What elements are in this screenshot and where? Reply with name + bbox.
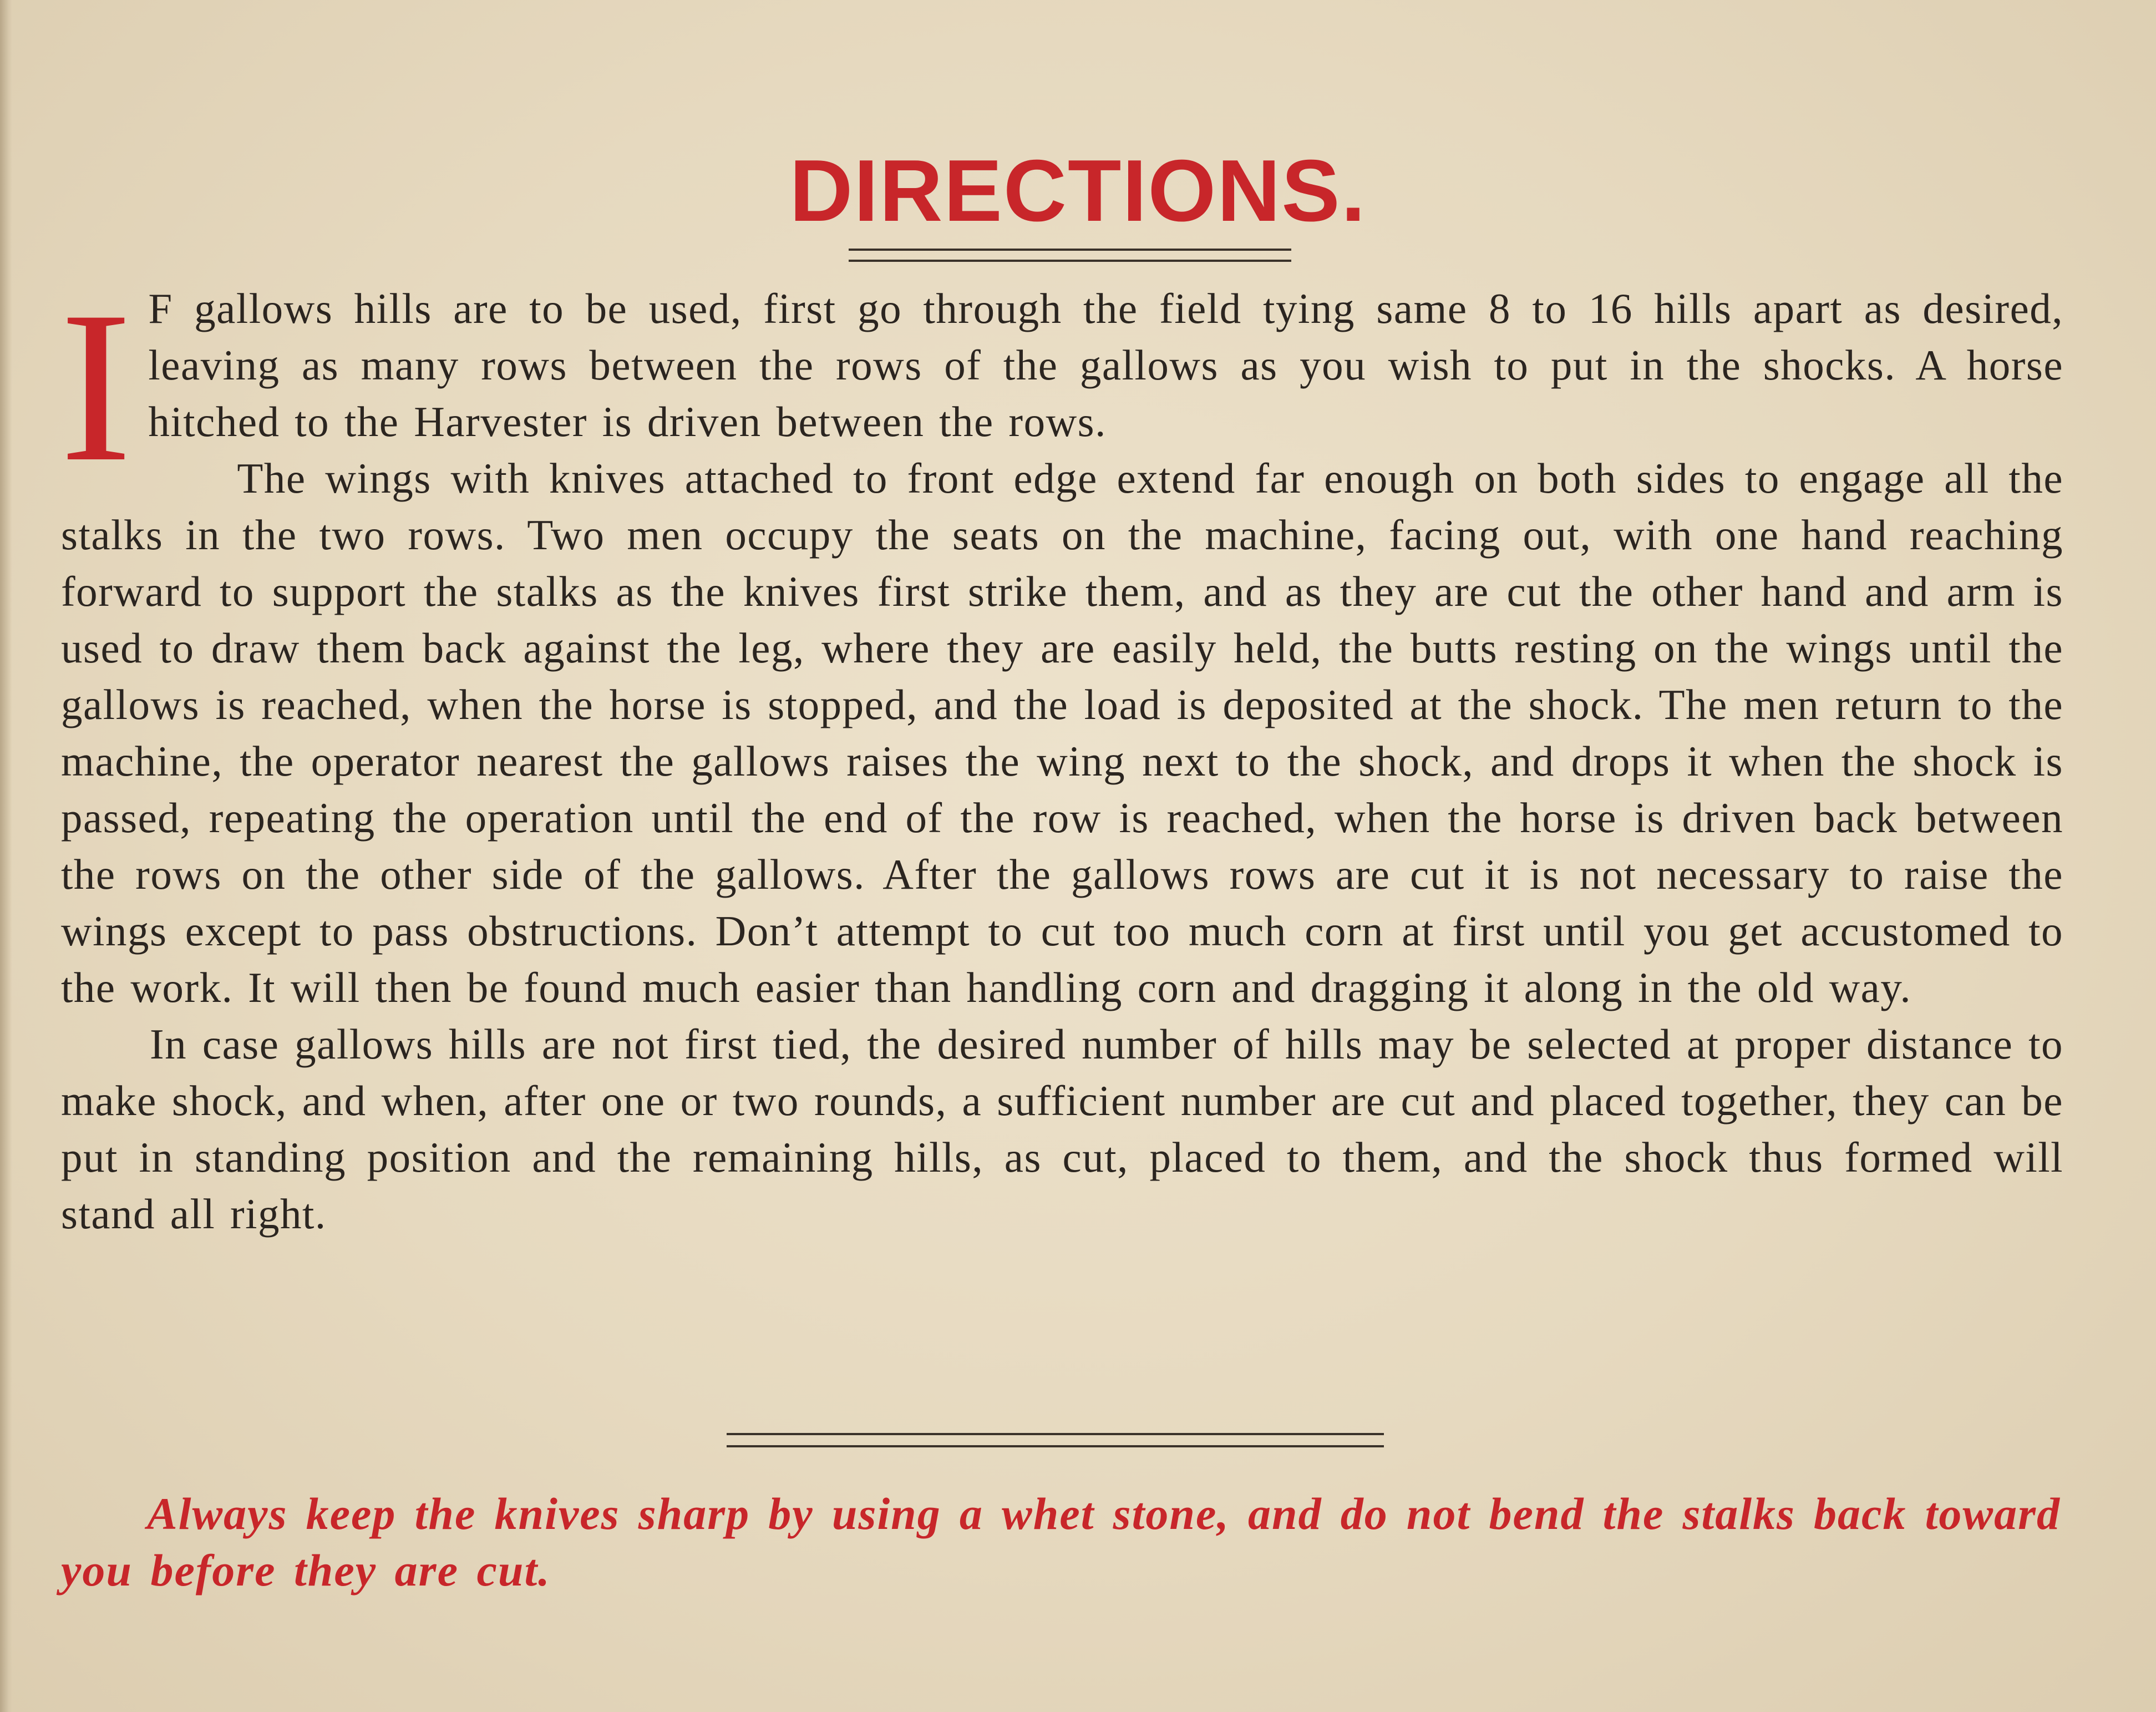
drop-cap: I bbox=[60, 267, 133, 506]
section-double-rule bbox=[727, 1433, 1384, 1447]
paragraph-first-text: F gallows hills are to be used, first go through the field tying same 8 to 16 hills apart as desired, leaving as many rows between the rows of the gallows as you wish to put in the shocks. A horse hitched to the Harvester is driven between the rows. bbox=[148, 285, 2063, 445]
sharpening-note: Always keep the knives sharp by using a whet stone, and do not bend the stalks back toward you before they are cut. bbox=[61, 1488, 2061, 1595]
paragraph-second: The wings with knives attached to front edge extend far enough on both sides to engage all the stalks in the two rows. Two men occupy the seats on the machine, facing out, with one hand reaching forward to support the stalks as the knives first strike them, and as they are cut the other hand and arm is used to draw them back against the leg, where they are easily held, the butts resting on the wings until the gallows is reached, when the horse is stopped, and the load is deposited at the shock. The men return to the machine, the operator nearest the gallows raises the wing next to the shock, and drops it when the shock is passed, repeating the operation until the end of the row is reached, when the horse is driven back between the rows on the other side of the gallows. After the gallows rows are cut it is not necessary to raise the wings except to pass obstructions. Don’t attempt to cut too much corn at first until you get accustomed to the work. It will then be found much easier than handling corn and dragging it along in the old way. bbox=[61, 454, 2063, 1011]
paragraph-first bbox=[60, 267, 2063, 506]
page-title: DIRECTIONS. bbox=[789, 142, 1367, 240]
title-double-rule bbox=[849, 249, 1291, 262]
directions-body bbox=[60, 267, 2063, 1242]
paragraph-third: In case gallows hills are not first tied, the desired number of hills may be selected at proper distance to make shock, and when, after one or two rounds, a sufficient number are cut and placed together, they can be put in standing position and the remaining hills, as cut, placed to them, and the shock thus formed will stand all right. bbox=[61, 1020, 2063, 1238]
page-gutter bbox=[0, 0, 12, 1712]
